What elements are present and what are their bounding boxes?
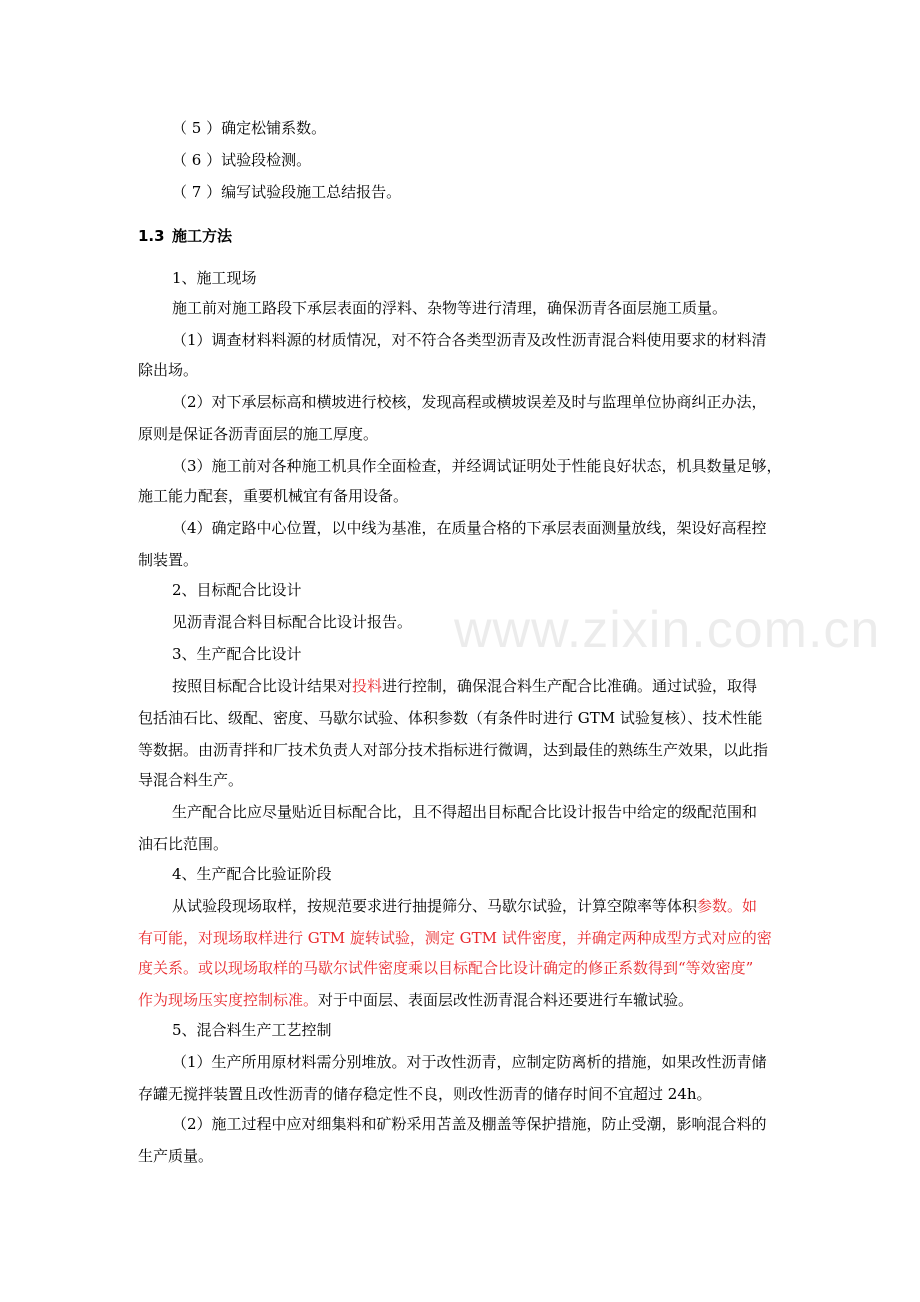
paragraph-line: 导混合料生产。 <box>138 771 244 789</box>
paragraph-line: 油石比范围。 <box>138 835 229 853</box>
paragraph-line: 施工前对施工路段下承层表面的浮料、杂物等进行清理，确保沥青各面层施工质量。 <box>172 299 728 317</box>
paragraph-line: 存罐无搅拌装置且改性沥青的储存稳定性不良，则改性沥青的储存时间不宜超过 24h。 <box>138 1085 712 1103</box>
paragraph-line: 生产质量。 <box>138 1147 214 1165</box>
highlighted-text: 作为现场压实度控制标准。 <box>138 991 319 1009</box>
paragraph-line: （2）施工过程中应对细集料和矿粉采用苫盖及棚盖等保护措施，防止受潮，影响混合料的 <box>172 1115 767 1133</box>
paragraph-line: 除出场。 <box>138 361 199 379</box>
section-title: 施工方法 <box>172 227 233 245</box>
paragraph-line: 施工能力配套，重要机械宜有备用设备。 <box>138 487 409 505</box>
paragraph-line: 见沥青混合料目标配合比设计报告。 <box>172 613 413 631</box>
paragraph-line: 生产配合比应尽量贴近目标配合比，且不得超出目标配合比设计报告中给定的级配范围和 <box>172 803 758 821</box>
subsection-title-2: 2、目标配合比设计 <box>172 581 302 599</box>
paragraph-line <box>0 676 920 696</box>
paragraph-line: 包括油石比、级配、密度、马歇尔试验、体积参数（有条件时进行 GTM 试验复核）、技术性能 <box>138 709 763 727</box>
paragraph-line: 原则是保证各沥青面层的施工厚度。 <box>138 425 379 443</box>
text-run: 对于中面层、表面层改性沥青混合料还要进行车辙试验。 <box>318 991 694 1009</box>
list-item-5: （ 5 ）确定松铺系数。 <box>172 119 327 137</box>
section-number: 1.3 <box>138 227 165 245</box>
paragraph-line: （2）对下承层标高和横坡进行校核，发现高程或横坡误差及时与监理单位协商纠正办法， <box>172 393 767 411</box>
watermark: www.zixin.com.cn <box>454 601 881 659</box>
highlighted-text: 投料 <box>352 677 383 695</box>
list-item-6: （ 6 ）试验段检测。 <box>172 151 312 169</box>
subsection-title-1: 1、施工现场 <box>172 269 257 287</box>
text-run: 进行控制，确保混合料生产配合比准确。通过试验，取得 <box>382 677 758 695</box>
paragraph-line: 制装置。 <box>138 551 199 569</box>
subsection-title-3: 3、生产配合比设计 <box>172 645 302 663</box>
paragraph-line <box>0 990 920 1010</box>
paragraph-line: （4）确定路中心位置，以中线为基准，在质量合格的下承层表面测量放线，架设好高程控 <box>172 519 767 537</box>
text-run: 按照目标配合比设计结果对 <box>172 677 353 695</box>
section-heading <box>0 226 920 246</box>
highlighted-paragraph-line: 度关系。或以现场取样的马歇尔试件密度乘以目标配合比设计确定的修正系数得到“等效密度” <box>138 959 754 977</box>
highlighted-paragraph-line: 有可能，对现场取样进行 GTM 旋转试验，测定 GTM 试件密度，并确定两种成型方式对应的密 <box>138 929 772 947</box>
text-run: 从试验段现场取样，按规范要求进行抽提筛分、马歇尔试验，计算空隙率等体积 <box>172 897 698 915</box>
list-item-7: （ 7 ）编写试验段施工总结报告。 <box>172 183 402 201</box>
paragraph-line: （3）施工前对各种施工机具作全面检查，并经调试证明处于性能良好状态，机具数量足够， <box>172 457 782 475</box>
subsection-title-4: 4、生产配合比验证阶段 <box>172 865 332 883</box>
paragraph-line: （1）调查材料料源的材质情况，对不符合各类型沥青及改性沥青混合料使用要求的材料清 <box>172 331 767 349</box>
paragraph-line: （1）生产所用原材料需分别堆放。对于改性沥青，应制定防离析的措施，如果改性沥青储 <box>172 1053 767 1071</box>
highlighted-text: 参数。如 <box>697 897 758 915</box>
paragraph-line: 等数据。由沥青拌和厂技术负责人对部分技术指标进行微调，达到最佳的熟练生产效果，以此指 <box>138 741 769 759</box>
paragraph-line <box>0 896 920 916</box>
subsection-title-5: 5、混合料生产工艺控制 <box>172 1021 332 1039</box>
